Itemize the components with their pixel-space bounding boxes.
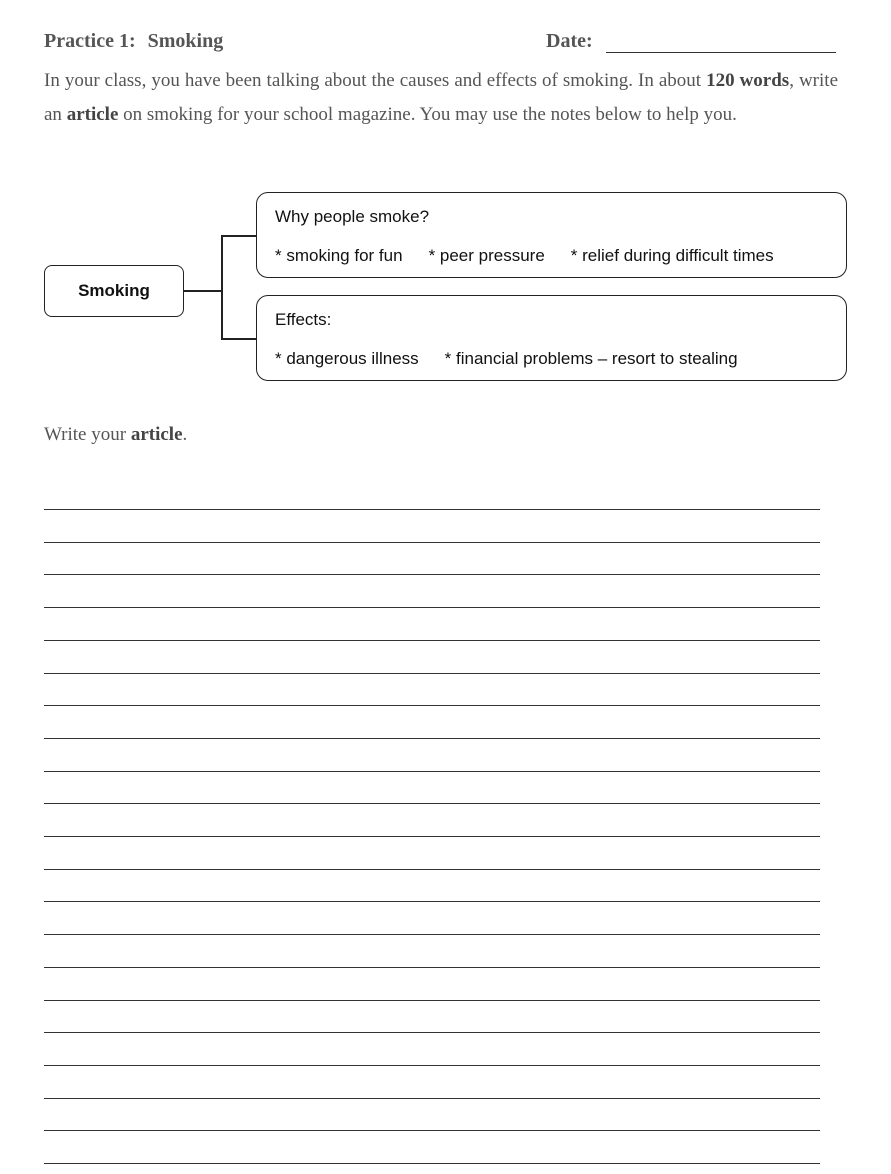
writing-line[interactable] [44, 771, 820, 772]
cause-item: * relief during difficult times [570, 246, 774, 265]
write-prompt-prefix: Write your [44, 424, 131, 445]
write-prompt-bold: article [130, 424, 183, 445]
writing-line[interactable] [44, 1098, 820, 1099]
cause-item: * peer pressure [428, 246, 545, 265]
center-node [44, 265, 184, 317]
writing-line[interactable] [44, 869, 820, 870]
writing-line[interactable] [44, 738, 820, 739]
practice-label: Practice 1: [44, 30, 136, 52]
center-node-label: Smoking [78, 281, 150, 300]
writing-line[interactable] [44, 574, 820, 575]
write-prompt-suffix: . [182, 424, 188, 445]
connector-to-effects [221, 338, 257, 340]
page-title [44, 30, 223, 53]
writing-line[interactable] [44, 967, 820, 968]
date-field[interactable] [606, 52, 836, 53]
effects-items [275, 349, 738, 369]
article-keyword: article [66, 104, 119, 125]
causes-items [275, 246, 774, 266]
writing-line[interactable] [44, 1032, 820, 1033]
instructions-part3: on smoking for your school magazine. You may use the notes below to help you. [118, 104, 737, 125]
connector-to-why [221, 235, 257, 237]
writing-line[interactable] [44, 1130, 820, 1131]
writing-line[interactable] [44, 705, 820, 706]
effects-heading: Effects: [275, 310, 332, 329]
connector-vertical [221, 235, 223, 339]
writing-line[interactable] [44, 640, 820, 641]
causes-heading: Why people smoke? [275, 207, 430, 226]
cause-item: * smoking for fun [275, 246, 403, 265]
word-count: 120 words [706, 70, 790, 91]
title-row [44, 30, 836, 60]
effect-item: * dangerous illness [275, 349, 419, 368]
topic-title: Smoking [147, 30, 224, 52]
writing-line[interactable] [44, 509, 820, 510]
writing-line[interactable] [44, 607, 820, 608]
writing-line[interactable] [44, 803, 820, 804]
date-label: Date: [546, 30, 593, 52]
writing-line[interactable] [44, 542, 820, 543]
write-prompt [44, 424, 187, 446]
causes-node [256, 192, 847, 278]
writing-line[interactable] [44, 1065, 820, 1066]
writing-line[interactable] [44, 934, 820, 935]
writing-line[interactable] [44, 673, 820, 674]
writing-line[interactable] [44, 1163, 820, 1164]
writing-line[interactable] [44, 836, 820, 837]
instructions-part2: , write an [44, 70, 839, 125]
effect-item: * financial problems – resort to stealing [444, 349, 738, 368]
writing-line[interactable] [44, 901, 820, 902]
effects-node [256, 295, 847, 381]
instructions [44, 64, 838, 132]
instructions-part1: In your class, you have been talking about the causes and effects of smoking. In about [44, 70, 707, 91]
writing-line[interactable] [44, 1000, 820, 1001]
connector-horizontal-main [184, 290, 222, 292]
